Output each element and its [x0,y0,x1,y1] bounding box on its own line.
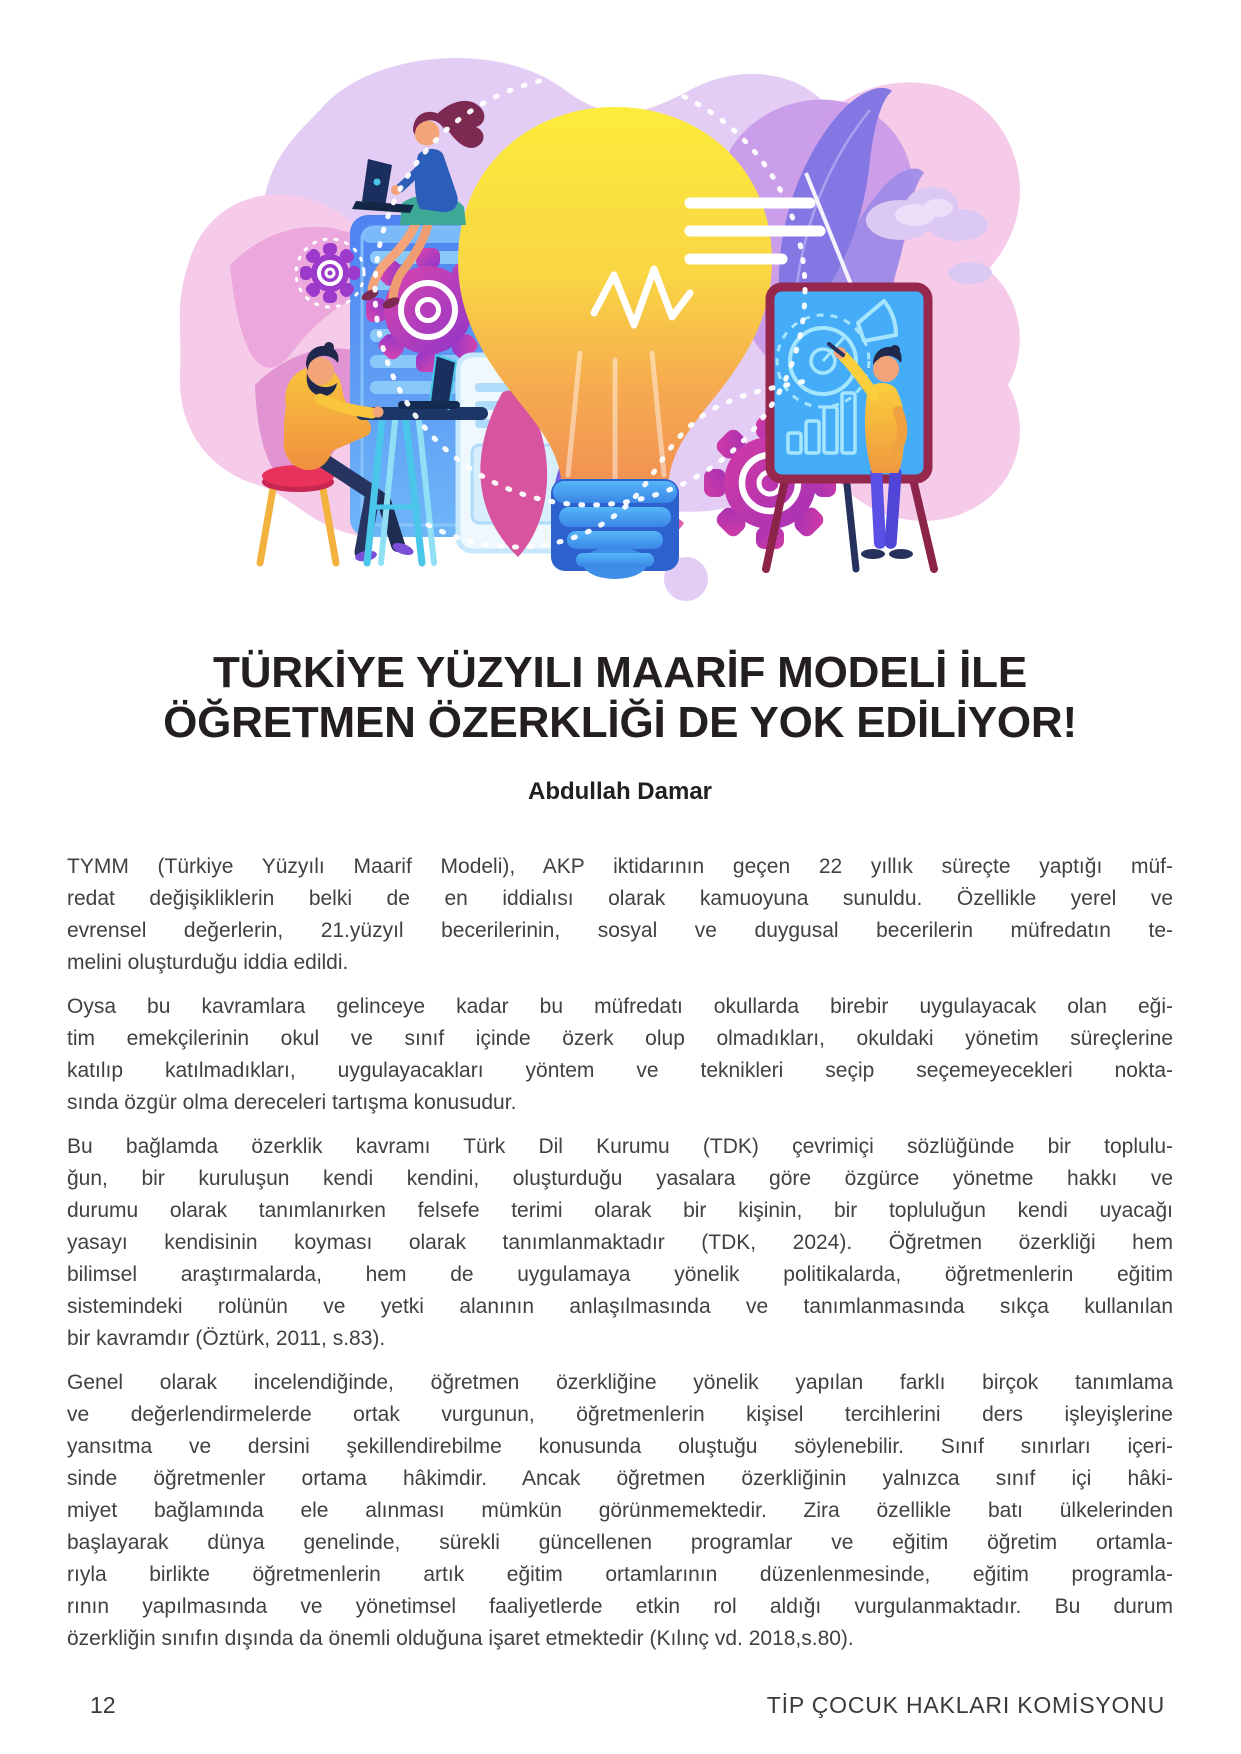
paragraph-line: TYMM (Türkiye Yüzyılı Maarif Modeli), AKP iktidarının geçen 22 yıllık süreçte yaptığı müf- [67,855,1173,878]
page-title [67,648,1173,748]
paragraph-line: katılıp katılmadıkları, uygulayacakları yöntem ve teknikleri seçip seçemeyecekleri nokta- [67,1059,1173,1082]
paragraph-line: yasayı kendisinin koyması olarak tanımlanmaktadır (TDK, 2024). Öğretmen özerkliği hem [67,1231,1173,1254]
paragraph [67,1131,1173,1355]
bulb-base [551,479,679,579]
paragraph-line: rıyla birlikte öğretmenlerin artık eğitim ortamlarının düzenlenmesinde, eğitim programla- [67,1563,1173,1586]
paragraph [67,991,1173,1119]
paragraph-line: ğun, bir kuruluşun kendi kendini, oluşturduğu yasalara göre özgürce yönetme hakkı ve [67,1167,1173,1190]
paragraph-line: tim emekçilerinin okul ve sınıf içinde özerk olup olmadıkları, okuldaki yönetim süreçlerine [67,1027,1173,1050]
header-illustration [170,55,1030,615]
paragraph-line: melini oluşturduğu iddia edildi. [67,951,349,974]
paragraph-line: sistemindeki rolünün ve yetki alanının anlaşılmasında ve tanımlanmasında sıkça kullanılan [67,1295,1173,1318]
article-body [67,851,1173,1667]
paragraph-line: redat değişikliklerin belki de en iddialısı olarak kamuoyuna sunuldu. Özellikle yerel ve [67,887,1173,910]
paragraph-line: sında özgür olma dereceleri tartışma konusudur. [67,1091,517,1114]
page-number: 12 [90,1692,116,1718]
paragraph-line: Oysa bu kavramlara gelinceye kadar bu müfredatı okullarda birebir uygulayacak olan eği- [67,995,1173,1018]
paragraph [67,851,1173,979]
paragraph-line: ve değerlendirmelerde ortak vurgunun, öğretmenlerin kişisel tercihlerini ders işleyişlerine [67,1403,1173,1426]
paragraph-line: başlayarak dünya genelinde, sürekli güncellenen programlar ve eğitim öğretim ortamla- [67,1531,1173,1554]
paragraph-line: yansıtma ve dersini şekillendirebilme konusunda oluştuğu söylenebilir. Sınıf sınırları içeri- [67,1435,1173,1458]
page-title-line-2: ÖĞRETMEN ÖZERKLİĞİ DE YOK EDİLİYOR! [163,698,1077,747]
page-title-line-1: TÜRKİYE YÜZYILI MAARİF MODELİ İLE [213,648,1027,697]
paragraph-line: özerkliğin sınıfın dışında da önemli olduğuna işaret etmektedir (Kılınç vd. 2018,s.80). [67,1627,854,1650]
paragraph [67,1367,1173,1655]
cloud-3 [948,262,992,284]
paragraph-line: bilimsel araştırmalarda, hem de uygulamaya yönelik politikalarda, öğretmenlerin eğitim [67,1263,1173,1286]
paragraph-line: Genel olarak incelendiğinde, öğretmen özerkliğine yönelik yapılan farklı birçok tanımlama [67,1371,1173,1394]
paragraph-line: Bu bağlamda özerklik kavramı Türk Dil Kurumu (TDK) çevrimiçi sözlüğünde bir toplulu- [67,1135,1173,1158]
paragraph-line: durumu olarak tanımlanırken felsefe terimi olarak bir kişinin, bir topluluğun kendi uyacağı [67,1199,1173,1222]
paragraph-line: sinde öğretmenler ortama hâkimdir. Ancak öğretmen özerkliğinin yalnızca sınıf içi hâki- [67,1467,1173,1490]
paragraph-line: rının yapılmasında ve yönetimsel faaliyetlerde etkin rol aldığı vurgulanmaktadır. Bu durum [67,1595,1173,1618]
paragraph-line: bir kavramdır (Öztürk, 2011, s.83). [67,1327,386,1350]
footer-text: TİP ÇOCUK HAKLARI KOMİSYONU [766,1692,1165,1718]
author-byline: Abdullah Damar [527,778,713,805]
flipchart-board [766,287,934,569]
paragraph-line: evrensel değerlerin, 21.yüzyıl becerilerinin, sosyal ve duygusal becerilerin müfredatın te- [67,919,1173,942]
paragraph-line: miyet bağlamında ele alınması mümkün görünmemektedir. Zira özellikle batı ülkelerinden [67,1499,1173,1522]
